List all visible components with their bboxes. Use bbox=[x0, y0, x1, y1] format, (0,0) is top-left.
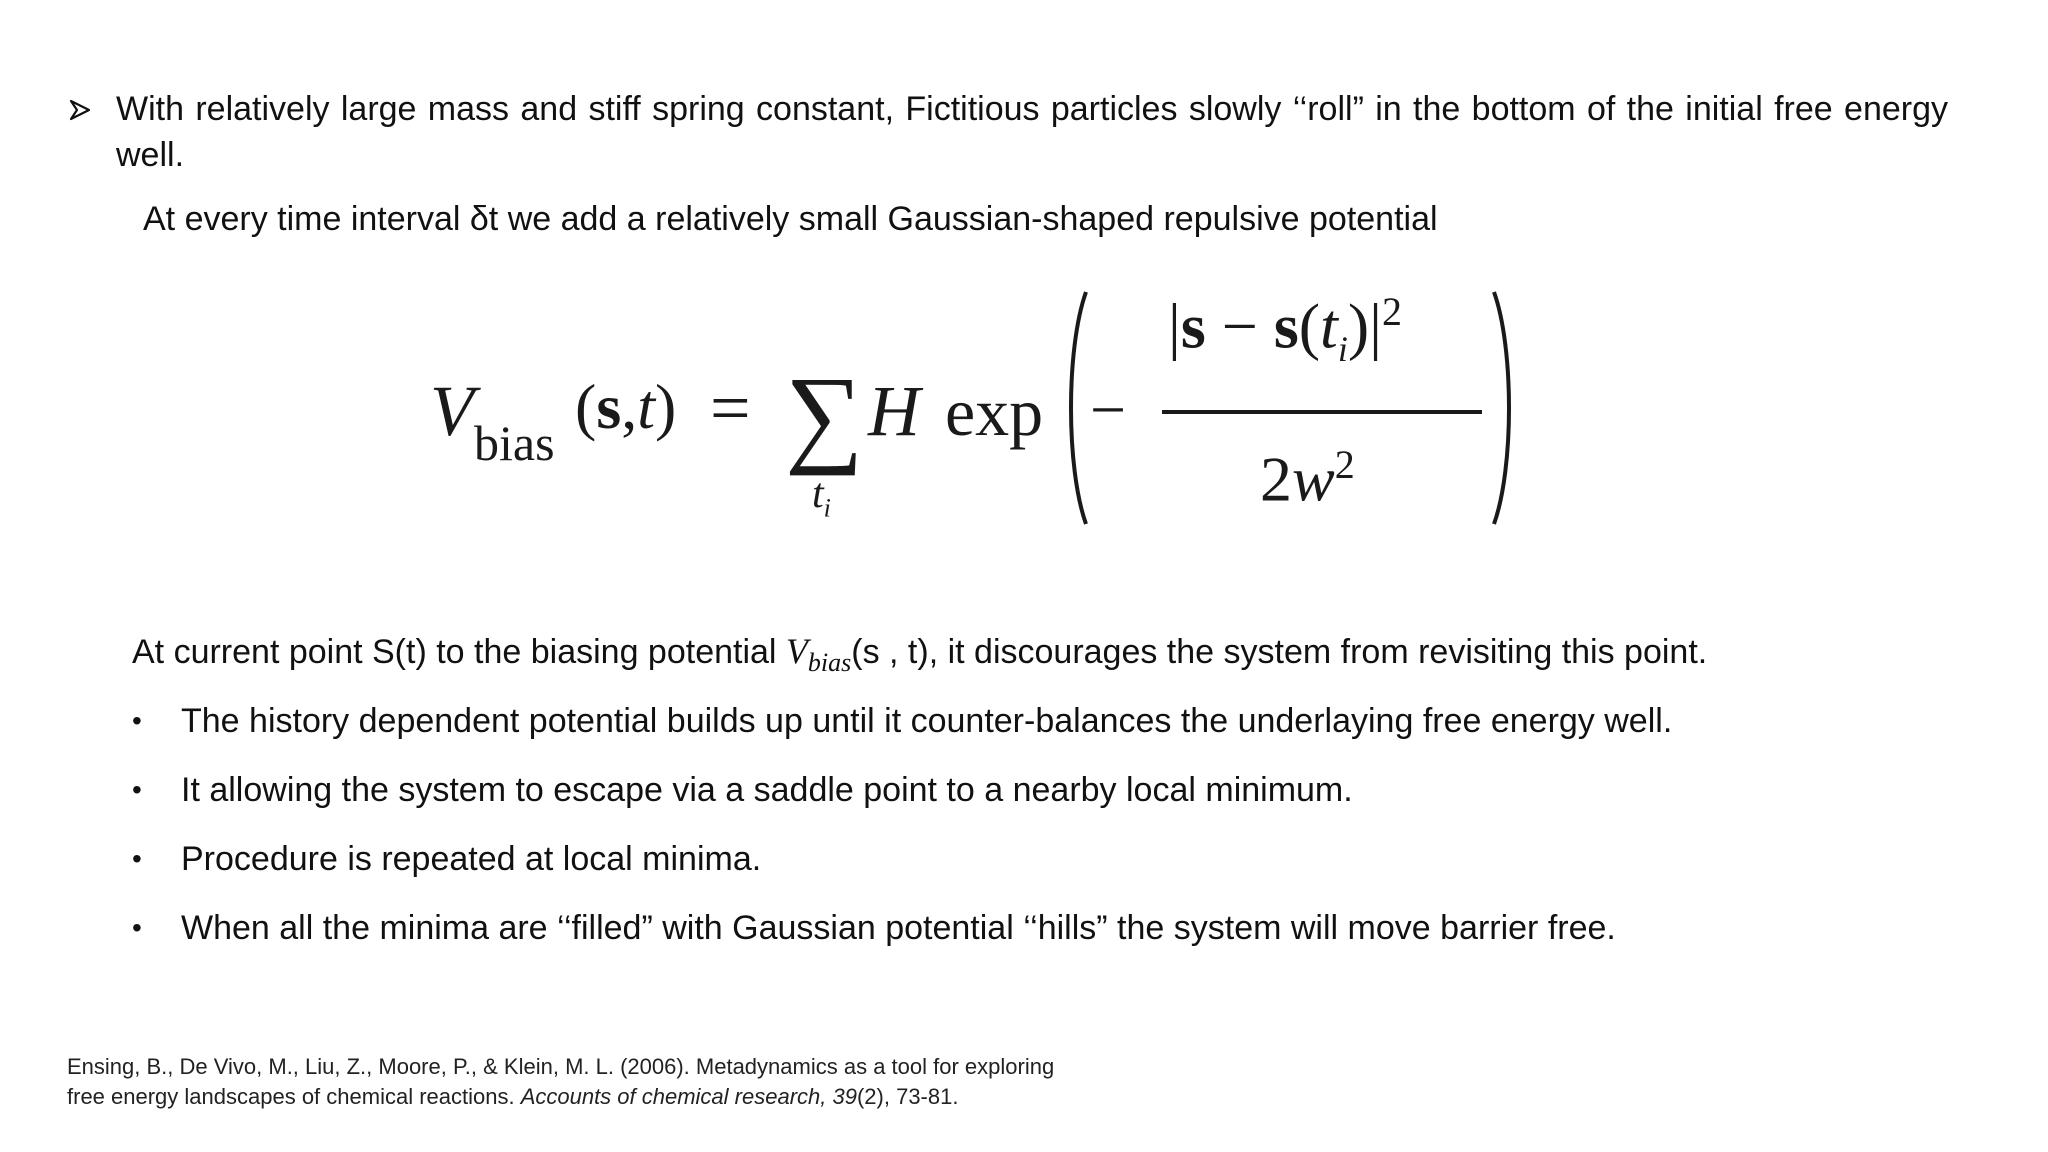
citation-authors: Ensing, B., De Vivo, M., Liu, Z., Moore, P., & Klein, M. L. (2006). Metadynamics as a tool for exploring free energy landscapes of chemical reactions. bbox=[67, 1054, 1055, 1109]
eq-numerator: $|s - s(t_i)|^2$ bbox=[1168, 289, 1402, 370]
list-item bbox=[132, 698, 1982, 767]
citation-issue-pages: (2), 73-81. bbox=[856, 1084, 959, 1109]
citation bbox=[67, 1052, 1067, 1112]
bullet-text: Procedure is repeated at local minima. bbox=[181, 840, 762, 878]
eq-left-paren bbox=[1060, 288, 1090, 528]
arrow-bullet-icon bbox=[68, 98, 92, 122]
eq-fraction-bar bbox=[1162, 410, 1482, 416]
eq-right-paren bbox=[1490, 288, 1520, 528]
eq-denominator: $2w^2$ bbox=[1260, 442, 1355, 515]
eq-minus: − bbox=[1090, 374, 1127, 445]
bullet-list bbox=[132, 698, 1982, 974]
eq-exp: exp bbox=[945, 374, 1044, 450]
bullet-dot-icon: • bbox=[132, 912, 142, 943]
vbias-equation bbox=[420, 280, 1520, 540]
list-item bbox=[132, 836, 1982, 905]
bullet-text: The history dependent potential builds up until it counter-balances the underlaying free energy well. bbox=[181, 702, 1673, 740]
intro-bullet bbox=[68, 86, 1948, 178]
bullet-dot-icon: • bbox=[132, 705, 142, 736]
eq-h: H bbox=[868, 371, 920, 451]
eq-v-symbol: V bbox=[430, 371, 474, 451]
explain-text bbox=[132, 628, 1982, 686]
explain-after: (s , t), it discourages the system from revisiting this point. bbox=[851, 633, 1708, 671]
eq-lhs-args: (s,t) bbox=[575, 371, 677, 442]
intro-text: With relatively large mass and stiff spring constant, Fictitious particles slowly ‘‘roll” in the bottom of the initial free energy well. bbox=[116, 90, 1948, 174]
bullet-dot-icon: • bbox=[132, 843, 142, 874]
explain-before: At current point S(t) to the biasing potential bbox=[132, 633, 786, 671]
eq-equals: = bbox=[710, 368, 751, 448]
list-item bbox=[132, 767, 1982, 836]
eq-sum-index: $t_i$ bbox=[812, 471, 831, 523]
citation-journal: Accounts of chemical research, 39 bbox=[520, 1084, 857, 1109]
explain-vbias: $V_{bias}$ bbox=[785, 631, 852, 677]
interval-text: At every time interval δt we add a relatively small Gaussian-shaped repulsive potential bbox=[143, 200, 1438, 238]
eq-sum-symbol: ∑ bbox=[785, 354, 864, 476]
eq-v-subscript: bias bbox=[474, 415, 555, 471]
bullet-dot-icon: • bbox=[132, 774, 142, 805]
list-item bbox=[132, 905, 1982, 974]
bullet-text: It allowing the system to escape via a saddle point to a nearby local minimum. bbox=[181, 771, 1353, 809]
bullet-text: When all the minima are ‘‘filled” with Gaussian potential ‘‘hills” the system will move barrier free. bbox=[181, 909, 1616, 947]
